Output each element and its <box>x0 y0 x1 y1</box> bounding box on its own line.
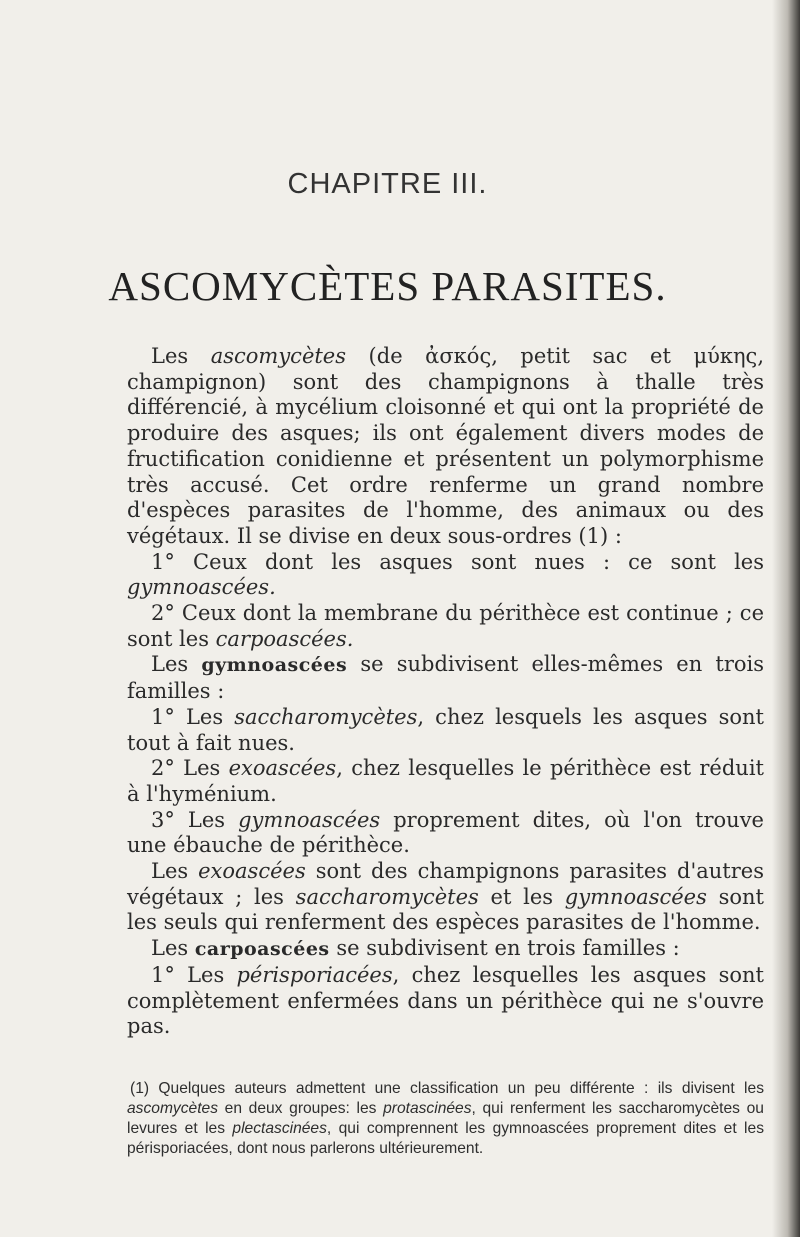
paragraph-perisporiacees: 1° Les périsporiacées, chez lesquelles les asques sont complètement enfermées dans un périthèce qui ne s'ouvre pas. <box>127 962 764 1039</box>
page-edge-shadow <box>772 0 800 1237</box>
footnote <box>127 1079 764 1159</box>
paragraph-family-2: 2° Les exoascées, chez lesquelles le périthèce est réduit à l'hyménium. <box>127 756 764 806</box>
chapter-heading: CHAPITRE III. <box>287 168 488 200</box>
footnote-text: (1) Quelques auteurs admettent une classification un peu différente : ils divisent les ascomycètes en deux groupes: les protascinées, qui renferment les saccharomycètes ou levures et les plectascinées, qui comprennent les gymnoascées proprement dites et les périsporiacées, dont nous parlerons ultérieurement. <box>127 1080 764 1157</box>
paragraph-gymnoascees: Les gymnoascées se subdivisent elles-mêmes en trois familles : <box>127 652 765 704</box>
paragraph-family-3: 3° Les gymnoascées proprement dites, où l'on trouve une ébauche de périthèce. <box>127 807 764 858</box>
page-title: ASCOMYCÈTES PARASITES. <box>108 263 667 309</box>
paragraph-item-1: 1° Ceux dont les asques sont nues : ce sont les gymnoascées. <box>127 549 764 600</box>
body-text <box>127 344 764 1040</box>
paragraph-item-2: 2° Ceux dont la membrane du périthèce est continue ; ce sont les carpoascées. <box>127 601 764 651</box>
paragraph-carpoascees: Les carpoascées se subdivisent en trois familles : <box>151 936 680 961</box>
paragraph-intro: Les ascomycètes (de ἀσκός, petit sac et μύκης, champignon) sont des champignons à thalle très différencié, à mycélium cloisonné et qui ont la propriété de produire des asques; ils ont également divers modes de fructification conidienne et présentent un polymorphisme très accusé. Cet ordre renferme un grand nombre d'espèces parasites de l'homme, des animaux ou des végétaux. Il se divise en deux sous-ordres (1) : <box>127 344 764 548</box>
paragraph-exoascees: Les exoascées sont des champignons parasites d'autres végétaux ; les saccharomycètes et les gymnoascées sont les seuls qui renferment des espèces parasites de l'homme. <box>127 859 764 935</box>
paragraph-family-1: 1° Les saccharomycètes, chez lesquels les asques sont tout à fait nues. <box>127 704 764 755</box>
